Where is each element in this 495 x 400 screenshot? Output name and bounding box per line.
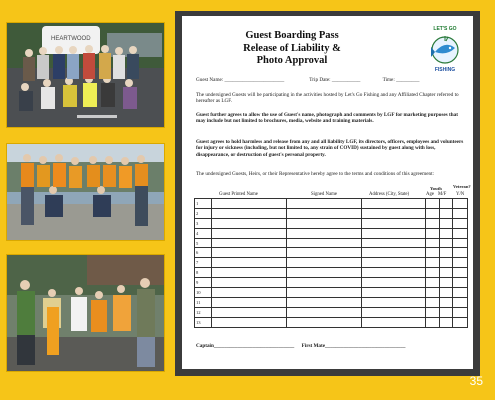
row-number: 5 <box>195 238 212 248</box>
table-cell[interactable] <box>439 307 453 317</box>
paragraph-agreement: The undersigned Guests, Heirs, or their Representative hereby agree to the terms and conditions of this agreement: <box>196 171 434 177</box>
table-cell[interactable] <box>425 258 439 268</box>
table-cell[interactable] <box>425 218 439 228</box>
table-cell[interactable] <box>287 307 362 317</box>
table-cell[interactable] <box>425 268 439 278</box>
table-row <box>195 288 468 298</box>
table-cell[interactable] <box>287 218 362 228</box>
group-photo-dock <box>6 254 165 372</box>
table-cell[interactable] <box>425 278 439 288</box>
table-cell[interactable] <box>453 218 468 228</box>
table-cell[interactable] <box>287 248 362 258</box>
table-cell[interactable] <box>211 258 286 268</box>
first-mate-field[interactable]: First Mate_______________________________ <box>301 343 406 349</box>
col-header-veteran: Veteran? <box>453 184 471 189</box>
table-cell[interactable] <box>362 297 426 307</box>
table-cell[interactable] <box>287 238 362 248</box>
table-row <box>195 268 468 278</box>
header-fields <box>196 77 466 83</box>
signature-line <box>196 343 466 349</box>
table-cell[interactable] <box>362 218 426 228</box>
table-cell[interactable] <box>439 268 453 278</box>
table-cell[interactable] <box>362 317 426 327</box>
table-cell[interactable] <box>211 199 286 209</box>
table-row <box>195 228 468 238</box>
table-cell[interactable] <box>211 208 286 218</box>
logo-text-bottom: FISHING <box>434 67 456 73</box>
table-cell[interactable] <box>211 268 286 278</box>
row-number: 12 <box>195 307 212 317</box>
table-cell[interactable] <box>287 228 362 238</box>
table-cell[interactable] <box>362 199 426 209</box>
table-cell[interactable] <box>439 258 453 268</box>
table-cell[interactable] <box>211 248 286 258</box>
table-row <box>195 317 468 327</box>
table-cell[interactable] <box>211 317 286 327</box>
table-cell[interactable] <box>211 297 286 307</box>
group-photo-parking-lot <box>6 22 165 128</box>
trip-date-field[interactable]: Trip Date: ___________ <box>309 77 361 83</box>
table-cell[interactable] <box>439 208 453 218</box>
page-number: 35 <box>469 374 483 388</box>
row-number: 2 <box>195 208 212 218</box>
col-header-mf: M/F <box>438 192 447 197</box>
table-cell[interactable] <box>425 317 439 327</box>
table-row <box>195 278 468 288</box>
captain-field[interactable]: Captain_______________________________ <box>196 343 295 349</box>
table-row <box>195 218 468 228</box>
table-cell[interactable] <box>439 199 453 209</box>
table-cell[interactable] <box>453 228 468 238</box>
table-cell[interactable] <box>425 228 439 238</box>
paragraph-liability: Guest agrees to hold harmless and release from any and all liability LGF, its directors, officers, employees and volunteers for injury or sickness (including, but not limited to, any strain of COVID) sustained by guest along with loss, disappearance, or destruction of guest's personal property. <box>196 139 464 158</box>
table-cell[interactable] <box>453 317 468 327</box>
van-label: HEARTWOOD <box>51 36 91 42</box>
table-cell[interactable] <box>453 248 468 258</box>
table-cell[interactable] <box>439 278 453 288</box>
title-line-3: Photo Approval <box>256 55 328 66</box>
table-cell[interactable] <box>439 248 453 258</box>
table-cell[interactable] <box>211 238 286 248</box>
table-row <box>195 248 468 258</box>
table-cell[interactable] <box>287 258 362 268</box>
table-cell[interactable] <box>362 268 426 278</box>
title-line-2: Release of Liability & <box>243 42 341 54</box>
table-row <box>195 208 468 218</box>
table-cell[interactable] <box>362 278 426 288</box>
table-cell[interactable] <box>453 288 468 298</box>
row-number: 13 <box>195 317 212 327</box>
table-cell[interactable] <box>453 297 468 307</box>
document-title <box>182 30 402 68</box>
col-header-guest-name: Guest Printed Name <box>219 192 258 197</box>
table-cell[interactable] <box>439 218 453 228</box>
table-cell[interactable] <box>362 288 426 298</box>
table-row <box>195 238 468 248</box>
table-row <box>195 258 468 268</box>
table-cell[interactable] <box>439 297 453 307</box>
table-cell[interactable] <box>425 297 439 307</box>
time-field[interactable]: Time: _________ <box>382 77 420 83</box>
table-cell[interactable] <box>439 238 453 248</box>
row-number: 4 <box>195 228 212 238</box>
table-cell[interactable] <box>287 208 362 218</box>
table-cell[interactable] <box>425 238 439 248</box>
table-cell[interactable] <box>453 208 468 218</box>
table-cell[interactable] <box>287 297 362 307</box>
table-cell[interactable] <box>453 278 468 288</box>
table-cell[interactable] <box>362 238 426 248</box>
table-cell[interactable] <box>453 307 468 317</box>
table-cell[interactable] <box>439 288 453 298</box>
guest-name-field[interactable]: Guest Name: _______________________ <box>196 77 285 83</box>
col-header-address: Address (City, State) <box>369 192 410 197</box>
table-cell[interactable] <box>362 258 426 268</box>
table-cell[interactable] <box>425 199 439 209</box>
lets-go-fishing-logo <box>426 26 464 74</box>
table-cell[interactable] <box>287 288 362 298</box>
table-cell[interactable] <box>287 268 362 278</box>
table-cell[interactable] <box>453 199 468 209</box>
table-cell[interactable] <box>211 288 286 298</box>
row-number: 10 <box>195 288 212 298</box>
table-cell[interactable] <box>453 238 468 248</box>
table-row <box>195 297 468 307</box>
table-cell[interactable] <box>211 228 286 238</box>
boarding-pass-document <box>182 16 473 369</box>
table-cell[interactable] <box>211 307 286 317</box>
row-number: 8 <box>195 268 212 278</box>
table-cell[interactable] <box>425 208 439 218</box>
row-number: 6 <box>195 248 212 258</box>
row-number: 1 <box>195 199 212 209</box>
paragraph-photo-consent: Guest further agrees to allow the use of Guest's name, photograph and comments by LGF for marketing purposes that may include but not limited to brochures, media, website and training materials. <box>196 112 458 125</box>
table-cell[interactable] <box>287 317 362 327</box>
col-header-age: Age <box>426 192 434 197</box>
table-cell[interactable] <box>211 278 286 288</box>
table-cell[interactable] <box>211 218 286 228</box>
table-row <box>195 307 468 317</box>
col-header-youth: Youth <box>430 186 442 191</box>
table-cell[interactable] <box>287 199 362 209</box>
table-cell[interactable] <box>287 278 362 288</box>
paragraph-participation: The undersigned Guests will be participating in the activities hosted by Let's Go Fishing and any Affiliated Chapter referred to hereafter as LGF. <box>196 92 459 105</box>
table-cell[interactable] <box>453 258 468 268</box>
table-cell[interactable] <box>453 268 468 278</box>
table-cell[interactable] <box>425 288 439 298</box>
table-cell[interactable] <box>362 307 426 317</box>
table-cell[interactable] <box>439 317 453 327</box>
title-line-1: Guest Boarding Pass <box>245 30 339 41</box>
table-cell[interactable] <box>425 307 439 317</box>
table-cell[interactable] <box>362 228 426 238</box>
group-photo-life-vests <box>6 143 165 241</box>
col-header-yn: Y/N <box>456 192 465 197</box>
guest-table <box>194 198 468 328</box>
row-number: 3 <box>195 218 212 228</box>
col-header-signed-name: Signed Name <box>311 192 337 197</box>
table-cell[interactable] <box>425 248 439 258</box>
table-cell[interactable] <box>362 208 426 218</box>
logo-text-top: LET'S GO <box>433 26 457 32</box>
table-row <box>195 199 468 209</box>
table-cell[interactable] <box>362 248 426 258</box>
row-number: 11 <box>195 297 212 307</box>
table-cell[interactable] <box>439 228 453 238</box>
row-number: 7 <box>195 258 212 268</box>
row-number: 9 <box>195 278 212 288</box>
